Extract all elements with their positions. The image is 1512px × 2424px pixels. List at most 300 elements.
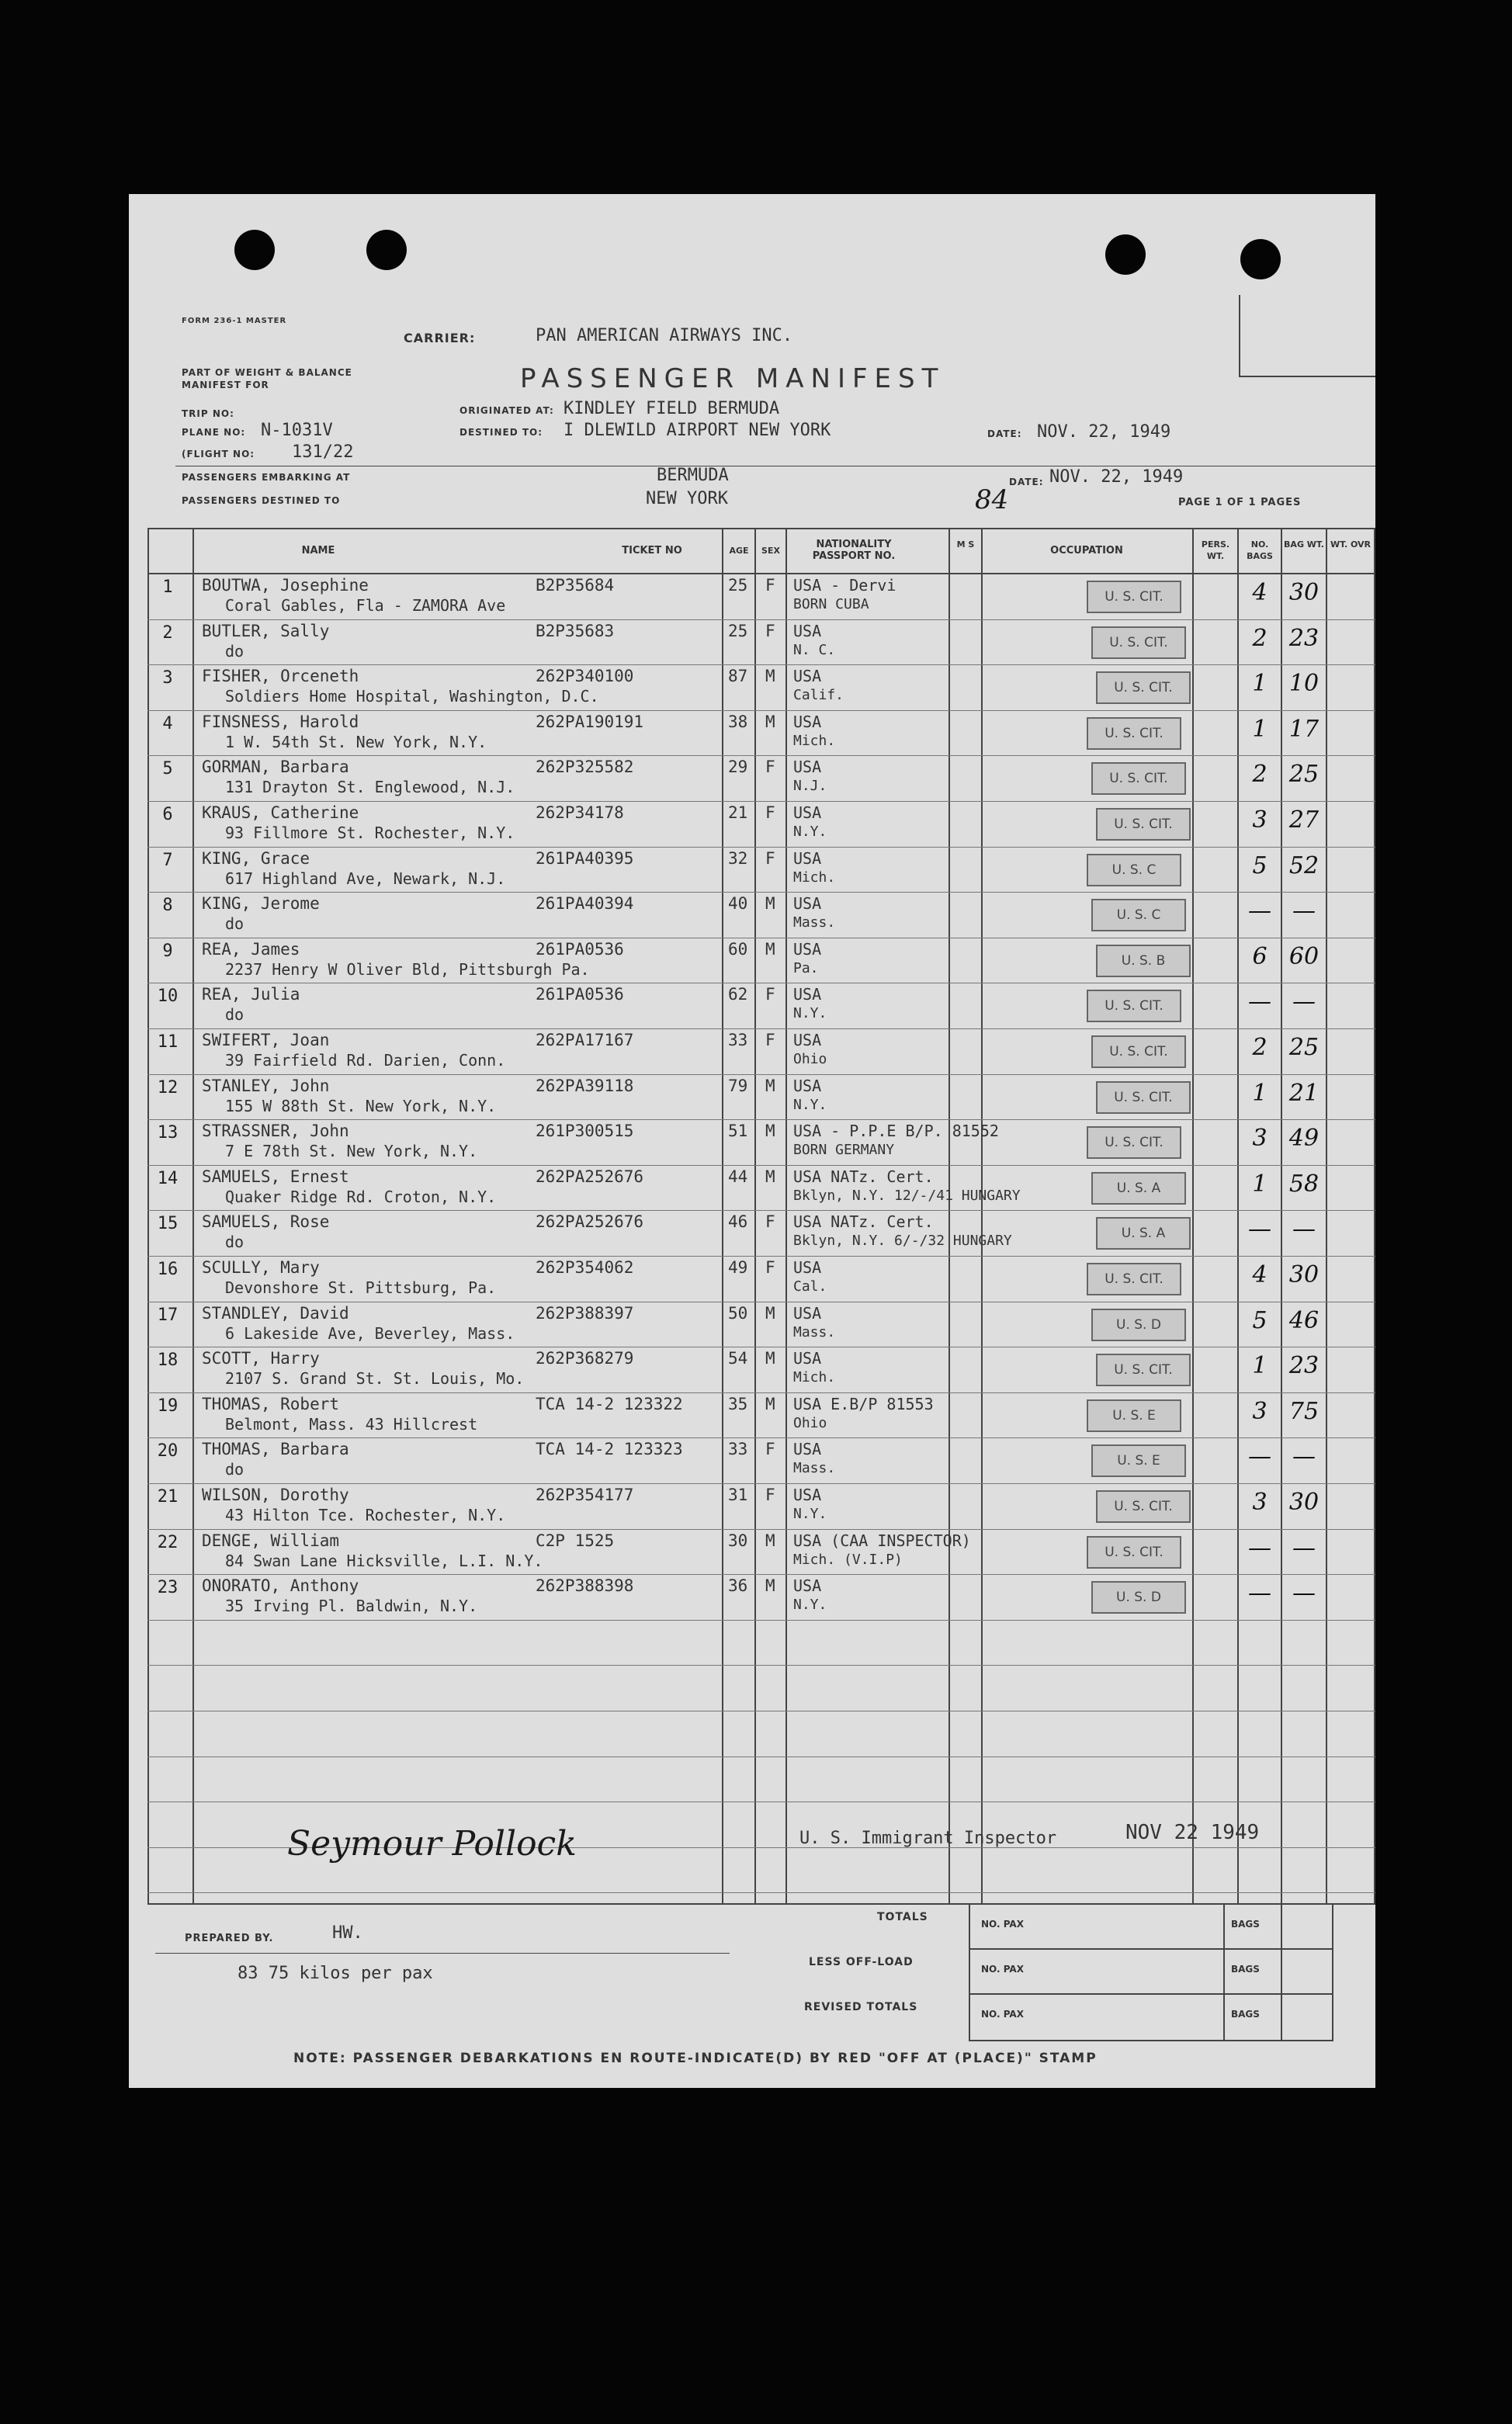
passport-place: BORN CUBA xyxy=(793,596,869,612)
ticket-no: 261P300515 xyxy=(536,1122,634,1141)
punch-hole xyxy=(1105,234,1146,275)
col-ticket: TICKET NO xyxy=(622,545,682,557)
bag-count: — xyxy=(1248,1534,1271,1562)
citizenship-stamp: U. S. E xyxy=(1091,1444,1186,1477)
ticket-no: TCA 14-2 123322 xyxy=(536,1394,683,1413)
citizenship-stamp: U. S. C xyxy=(1087,854,1181,886)
inspector-signature: Seymour Pollock xyxy=(287,1824,577,1864)
ticket-no: 262PA190191 xyxy=(536,712,644,731)
nationality: USA xyxy=(793,1486,822,1504)
col-name: NAME xyxy=(301,545,335,557)
citizenship-stamp: U. S. CIT. xyxy=(1087,1536,1181,1569)
nationality: USA xyxy=(793,894,822,914)
citizenship-stamp: U. S. C xyxy=(1091,899,1186,931)
nationality: USA (CAA INSPECTOR) xyxy=(793,1531,971,1550)
passenger-name: KRAUS, Catherine xyxy=(202,803,359,822)
ticket-no: 262P325582 xyxy=(536,758,634,777)
col-sex: SEX xyxy=(761,546,780,556)
plane-label: PLANE NO: xyxy=(182,427,246,438)
bag-weight: — xyxy=(1292,1580,1316,1607)
bag-weight: 23 xyxy=(1288,1352,1320,1380)
citizenship-stamp: U. S. CIT. xyxy=(1096,671,1191,704)
passenger-name: DENGE, William xyxy=(202,1531,340,1550)
passenger-address: do xyxy=(225,1233,244,1252)
passenger-name: BUTLER, Sally xyxy=(202,621,330,640)
row-number: 11 xyxy=(157,1032,179,1052)
passenger-name: SAMUELS, Rose xyxy=(202,1212,330,1232)
row-number: 2 xyxy=(162,622,173,643)
citizenship-stamp: U. S. CIT. xyxy=(1087,1126,1181,1159)
passport-place: Mich. xyxy=(793,1369,836,1386)
prepared-by: HW. xyxy=(332,1923,363,1943)
age: 25 xyxy=(728,621,748,640)
bag-weight: — xyxy=(1292,988,1316,1016)
destined-to-label: PASSENGERS DESTINED TO xyxy=(182,495,341,506)
col-age: AGE xyxy=(729,546,749,556)
row-number: 15 xyxy=(157,1214,179,1234)
column-rule xyxy=(785,528,787,1903)
nationality: USA xyxy=(793,667,822,686)
page-label: PAGE 1 OF 1 PAGES xyxy=(1178,497,1302,508)
ticket-no: 262P388398 xyxy=(536,1576,634,1596)
sex: F xyxy=(765,985,775,1004)
column-rule xyxy=(1374,528,1375,1903)
row-rule xyxy=(147,1665,1375,1666)
sex: F xyxy=(765,1031,775,1049)
totals-col xyxy=(1281,1903,1282,2040)
sex: M xyxy=(765,1394,775,1413)
passenger-address: do xyxy=(225,1460,244,1479)
column-rule xyxy=(722,528,723,1903)
row-rule xyxy=(147,847,1375,848)
row-rule xyxy=(147,1483,1375,1484)
bag-count: 3 xyxy=(1252,1397,1268,1425)
row-rule xyxy=(147,619,1375,620)
revised-totals-label: REVISED TOTALS xyxy=(804,2001,918,2013)
totals-label: TOTALS xyxy=(877,1911,928,1923)
row-number: 5 xyxy=(162,759,173,779)
ticket-no: 261PA0536 xyxy=(536,939,624,959)
form-code: FORM 236-1 MASTER xyxy=(182,317,287,325)
age: 44 xyxy=(728,1167,748,1186)
ticket-no: 262PA252676 xyxy=(536,1212,644,1232)
passenger-address: 84 Swan Lane Hicksville, L.I. N.Y. xyxy=(225,1551,543,1570)
age: 49 xyxy=(728,1258,748,1277)
passenger-name: WILSON, Dorothy xyxy=(202,1486,349,1504)
ticket-no: 262P388397 xyxy=(536,1303,634,1323)
age: 38 xyxy=(728,712,748,731)
bag-count: 4 xyxy=(1252,579,1268,606)
passenger-name: STANDLEY, David xyxy=(202,1303,349,1323)
bag-weight: 21 xyxy=(1288,1079,1320,1107)
column-rule xyxy=(1192,528,1194,1903)
bag-weight: 25 xyxy=(1288,761,1320,789)
column-rule xyxy=(754,528,756,1903)
row-number: 12 xyxy=(157,1077,179,1098)
no-pax-label: NO. PAX xyxy=(981,1964,1024,1975)
passport-place: N.Y. xyxy=(793,824,827,840)
row-number: 17 xyxy=(157,1305,179,1325)
nationality: USA xyxy=(793,1258,822,1277)
citizenship-stamp: U. S. CIT. xyxy=(1087,717,1181,750)
column-rule xyxy=(981,528,983,1903)
ticket-no: TCA 14-2 123323 xyxy=(536,1440,683,1459)
bag-weight: 60 xyxy=(1288,942,1320,970)
table-head-rule xyxy=(147,573,1375,574)
row-rule xyxy=(147,1529,1375,1530)
passport-place: Pa. xyxy=(793,959,819,976)
citizenship-stamp: U. S. D xyxy=(1091,1581,1186,1614)
passenger-name: STANLEY, John xyxy=(202,1076,330,1095)
bag-weight: 30 xyxy=(1288,1489,1320,1516)
passport-place: Mich. xyxy=(793,732,836,749)
ticket-no: C2P 1525 xyxy=(536,1531,615,1550)
sex: M xyxy=(765,1303,775,1323)
bag-weight: 10 xyxy=(1288,670,1320,698)
passport-place: Ohio xyxy=(793,1051,827,1067)
bag-weight: 23 xyxy=(1288,624,1320,652)
citizenship-stamp: U. S. A xyxy=(1096,1217,1191,1250)
bag-weight: 30 xyxy=(1288,1261,1320,1288)
date-label: DATE: xyxy=(987,428,1022,439)
age: 25 xyxy=(728,576,748,595)
bag-weight: — xyxy=(1292,1215,1316,1243)
age: 33 xyxy=(728,1031,748,1049)
row-number: 21 xyxy=(157,1487,179,1507)
ticket-no: 262P354062 xyxy=(536,1258,634,1277)
passenger-name: REA, James xyxy=(202,939,300,959)
ticket-no: 261PA0536 xyxy=(536,985,624,1004)
passenger-address: Devonshore St. Pittsburg, Pa. xyxy=(225,1278,497,1297)
manifest-title: PASSENGER MANIFEST xyxy=(520,363,945,394)
bag-weight: 52 xyxy=(1288,851,1320,879)
totals-rule xyxy=(970,1993,1332,1995)
row-number: 22 xyxy=(157,1532,179,1552)
sex: F xyxy=(765,1212,775,1232)
citizenship-stamp: U. S. CIT. xyxy=(1091,762,1186,795)
sex: M xyxy=(765,1531,775,1550)
column-rule xyxy=(1326,528,1327,1903)
prepared-label: PREPARED BY. xyxy=(185,1933,274,1944)
age: 60 xyxy=(728,939,748,959)
passport-place: N.J. xyxy=(793,778,827,795)
ticket-no: 261PA40394 xyxy=(536,894,634,914)
bag-count: 1 xyxy=(1252,1079,1268,1107)
ticket-no: 262PA39118 xyxy=(536,1076,634,1095)
passport-place: Cal. xyxy=(793,1278,827,1295)
passenger-name: FISHER, Orceneth xyxy=(202,667,359,686)
plane-no: N-1031V xyxy=(261,421,333,440)
punch-hole xyxy=(366,230,407,270)
column-rule xyxy=(948,528,950,1903)
row-rule xyxy=(147,1392,1375,1393)
row-number: 1 xyxy=(162,577,173,597)
nationality: USA xyxy=(793,621,822,640)
passport-place: N.Y. xyxy=(793,1597,827,1614)
citizenship-stamp: U. S. D xyxy=(1091,1309,1186,1341)
passenger-table xyxy=(147,528,1375,1903)
nationality: USA xyxy=(793,939,822,959)
ticket-no: B2P35684 xyxy=(536,576,615,595)
bag-weight: 30 xyxy=(1288,579,1320,606)
punch-hole xyxy=(234,230,275,270)
citizenship-stamp: U. S. CIT. xyxy=(1087,1263,1181,1295)
passport-place: Bklyn, N.Y. 6/-/32 HUNGARY xyxy=(793,1233,1012,1250)
no-pax-label: NO. PAX xyxy=(981,1919,1024,1930)
date-value: NOV. 22, 1949 xyxy=(1037,422,1171,442)
citizenship-stamp: U. S. E xyxy=(1087,1399,1181,1432)
carrier-label: CARRIER: xyxy=(404,331,476,345)
nationality: USA xyxy=(793,758,822,777)
passenger-address: 131 Drayton St. Englewood, N.J. xyxy=(225,778,515,797)
manifest-sheet xyxy=(129,194,1375,2088)
col-wt-ovr: WT. OVR xyxy=(1330,539,1371,550)
sex: M xyxy=(765,1576,775,1596)
bag-count: — xyxy=(1248,1580,1271,1607)
passenger-name: KING, Grace xyxy=(202,848,310,868)
bag-count: — xyxy=(1248,1215,1271,1243)
passport-place: Mass. xyxy=(793,1460,836,1477)
passport-place: N.Y. xyxy=(793,1506,827,1522)
no-pax-label: NO. PAX xyxy=(981,2009,1024,2020)
passport-place: Mass. xyxy=(793,1323,836,1340)
passenger-address: 7 E 78th St. New York, N.Y. xyxy=(225,1142,478,1161)
bag-weight: — xyxy=(1292,1534,1316,1562)
embarking-value: BERMUDA xyxy=(657,466,729,485)
passenger-address: 155 W 88th St. New York, N.Y. xyxy=(225,1096,497,1115)
row-number: 10 xyxy=(157,987,179,1007)
age: 33 xyxy=(728,1440,748,1459)
row-rule xyxy=(147,1574,1375,1575)
sex: F xyxy=(765,1486,775,1504)
destined-value: I DLEWILD AIRPORT NEW YORK xyxy=(564,421,831,440)
row-rule xyxy=(147,710,1375,711)
row-rule xyxy=(147,664,1375,665)
nationality: USA xyxy=(793,1576,822,1596)
passenger-address: 1 W. 54th St. New York, N.Y. xyxy=(225,732,487,751)
row-number: 3 xyxy=(162,668,173,688)
sex: F xyxy=(765,1258,775,1277)
passport-place: Bklyn, N.Y. 12/-/41 HUNGARY xyxy=(793,1187,1021,1204)
passenger-address: 43 Hilton Tce. Rochester, N.Y. xyxy=(225,1506,506,1524)
passenger-address: 39 Fairfield Rd. Darien, Conn. xyxy=(225,1051,506,1070)
passport-place: Mich. (V.I.P) xyxy=(793,1551,903,1568)
passenger-address: Belmont, Mass. 43 Hillcrest xyxy=(225,1414,478,1434)
column-rule xyxy=(147,528,149,1903)
age: 29 xyxy=(728,758,748,777)
part-label: PART OF WEIGHT & BALANCE MANIFEST FOR xyxy=(182,367,352,390)
totals-box xyxy=(969,1903,1333,2041)
ticket-no: 262P368279 xyxy=(536,1349,634,1368)
ticket-no: 262PA17167 xyxy=(536,1031,634,1049)
sex: F xyxy=(765,803,775,822)
passenger-name: GORMAN, Barbara xyxy=(202,758,349,777)
bag-count: 1 xyxy=(1252,1170,1268,1198)
bag-count: — xyxy=(1248,897,1271,925)
row-rule xyxy=(147,1892,1375,1893)
row-rule xyxy=(147,1028,1375,1029)
bag-count: 2 xyxy=(1252,1034,1268,1061)
sex: F xyxy=(765,1440,775,1459)
citizenship-stamp: U. S. CIT. xyxy=(1087,581,1181,613)
destined-label: DESTINED TO: xyxy=(459,427,543,438)
nationality: USA xyxy=(793,848,822,868)
citizenship-stamp: U. S. CIT. xyxy=(1096,1490,1191,1523)
age: 51 xyxy=(728,1122,748,1141)
corner-mark xyxy=(1239,376,1375,377)
nationality: USA xyxy=(793,803,822,822)
row-number: 8 xyxy=(162,896,173,916)
embarking-label: PASSENGERS EMBARKING AT xyxy=(182,472,351,483)
sex: M xyxy=(765,1122,775,1141)
citizenship-stamp: U. S. B xyxy=(1096,945,1191,977)
flight-no: 131/22 xyxy=(292,442,354,462)
row-rule xyxy=(147,1620,1375,1621)
passenger-address: do xyxy=(225,641,244,661)
bag-count: 3 xyxy=(1252,806,1268,834)
corner-mark xyxy=(1239,295,1240,377)
sex: M xyxy=(765,939,775,959)
passenger-name: FINSNESS, Harold xyxy=(202,712,359,731)
bag-count: 4 xyxy=(1252,1261,1268,1288)
bag-weight: 49 xyxy=(1288,1125,1320,1153)
bag-count: 1 xyxy=(1252,715,1268,743)
ticket-no: B2P35683 xyxy=(536,621,615,640)
row-number: 16 xyxy=(157,1260,179,1279)
bag-count: 3 xyxy=(1252,1125,1268,1153)
col-nationality: NATIONALITY PASSPORT NO. xyxy=(812,539,896,562)
sex: F xyxy=(765,848,775,868)
nationality: USA - P.P.E B/P. 81552 xyxy=(793,1122,999,1141)
nationality: USA E.B/P 81553 xyxy=(793,1394,934,1413)
sex: M xyxy=(765,1167,775,1186)
citizenship-stamp: U. S. CIT. xyxy=(1091,1035,1186,1068)
bag-weight: — xyxy=(1292,897,1316,925)
bag-count: — xyxy=(1248,1443,1271,1471)
row-number: 18 xyxy=(157,1351,179,1371)
passenger-name: STRASSNER, John xyxy=(202,1122,349,1141)
age: 30 xyxy=(728,1531,748,1550)
nationality: USA - Dervi xyxy=(793,576,896,595)
citizenship-stamp: U. S. A xyxy=(1091,1172,1186,1205)
passenger-address: Coral Gables, Fla - ZAMORA Ave xyxy=(225,596,506,615)
col-pers-wt: PERS. WT. xyxy=(1201,539,1230,561)
row-rule xyxy=(147,1437,1375,1438)
passenger-address: 6 Lakeside Ave, Beverley, Mass. xyxy=(225,1323,515,1343)
nationality: USA xyxy=(793,1349,822,1368)
nationality: USA xyxy=(793,985,822,1004)
age: 40 xyxy=(728,894,748,914)
passenger-name: THOMAS, Barbara xyxy=(202,1440,349,1459)
passenger-address: do xyxy=(225,914,244,934)
passenger-name: SAMUELS, Ernest xyxy=(202,1167,349,1186)
bag-count: 2 xyxy=(1252,624,1268,652)
row-number: 19 xyxy=(157,1396,179,1416)
age: 31 xyxy=(728,1486,748,1504)
trip-label: TRIP NO: xyxy=(182,408,234,419)
row-number: 20 xyxy=(157,1441,179,1462)
sex: M xyxy=(765,894,775,914)
bags-label: BAGS xyxy=(1231,1919,1260,1930)
totals-col xyxy=(1223,1903,1225,2040)
col-ms: M S xyxy=(956,539,975,550)
totals-rule xyxy=(970,1948,1332,1950)
date-value-2: NOV. 22, 1949 xyxy=(1049,467,1184,487)
sex: M xyxy=(765,1076,775,1095)
col-occupation: OCCUPATION xyxy=(1050,545,1123,557)
row-number: 4 xyxy=(162,713,173,733)
sex: M xyxy=(765,712,775,731)
age: 50 xyxy=(728,1303,748,1323)
row-rule xyxy=(147,1074,1375,1075)
sex: M xyxy=(765,1349,775,1368)
age: 54 xyxy=(728,1349,748,1368)
originated-label: ORIGINATED AT: xyxy=(459,405,554,416)
passenger-address: do xyxy=(225,1005,244,1025)
nationality: USA NATz. Cert. xyxy=(793,1212,934,1232)
inspector-stamp-date: NOV 22 1949 xyxy=(1125,1821,1260,1844)
bag-count: 5 xyxy=(1252,851,1268,879)
citizenship-stamp: U. S. CIT. xyxy=(1091,626,1186,659)
age: 21 xyxy=(728,803,748,822)
nationality: USA xyxy=(793,1031,822,1049)
kilos-note: 83 75 kilos per pax xyxy=(238,1964,433,1983)
ticket-no: 262PA252676 xyxy=(536,1167,644,1186)
bag-count: 2 xyxy=(1252,761,1268,789)
ticket-no: 261PA40395 xyxy=(536,848,634,868)
col-no-bags: NO. BAGS xyxy=(1247,539,1273,561)
row-rule xyxy=(147,892,1375,893)
passenger-name: SCOTT, Harry xyxy=(202,1349,320,1368)
passenger-address: Quaker Ridge Rd. Croton, N.Y. xyxy=(225,1187,497,1206)
passenger-address: 93 Fillmore St. Rochester, N.Y. xyxy=(225,824,515,842)
age: 32 xyxy=(728,848,748,868)
table-top-rule xyxy=(147,528,1375,529)
bag-count: 5 xyxy=(1252,1306,1268,1334)
citizenship-stamp: U. S. CIT. xyxy=(1096,808,1191,841)
bag-weight: 17 xyxy=(1288,715,1320,743)
carrier-value: PAN AMERICAN AIRWAYS INC. xyxy=(536,326,793,345)
passport-place: Mass. xyxy=(793,914,836,931)
passenger-name: KING, Jerome xyxy=(202,894,320,914)
flight-label: (FLIGHT NO: xyxy=(182,449,255,459)
sex: F xyxy=(765,758,775,777)
age: 46 xyxy=(728,1212,748,1232)
passport-place: N.Y. xyxy=(793,1005,827,1022)
sex: F xyxy=(765,621,775,640)
column-rule xyxy=(192,528,194,1903)
bag-weight: 75 xyxy=(1288,1397,1320,1425)
bag-count: — xyxy=(1248,988,1271,1016)
age: 35 xyxy=(728,1394,748,1413)
passenger-count-hand: 84 xyxy=(975,484,1009,515)
passport-place: N.Y. xyxy=(793,1096,827,1113)
bag-count: 1 xyxy=(1252,670,1268,698)
bags-label: BAGS xyxy=(1231,1964,1260,1975)
ticket-no: 262P354177 xyxy=(536,1486,634,1504)
row-rule xyxy=(147,1210,1375,1211)
punch-hole xyxy=(1240,239,1281,279)
nationality: USA NATz. Cert. xyxy=(793,1167,934,1186)
row-number: 13 xyxy=(157,1123,179,1143)
passenger-address: 2237 Henry W Oliver Bld, Pittsburgh Pa. xyxy=(225,959,590,979)
row-number: 7 xyxy=(162,850,173,870)
row-rule xyxy=(147,1756,1375,1757)
age: 36 xyxy=(728,1576,748,1596)
citizenship-stamp: U. S. CIT. xyxy=(1096,1081,1191,1114)
nationality: USA xyxy=(793,1076,822,1095)
passenger-address: 35 Irving Pl. Baldwin, N.Y. xyxy=(225,1597,478,1616)
